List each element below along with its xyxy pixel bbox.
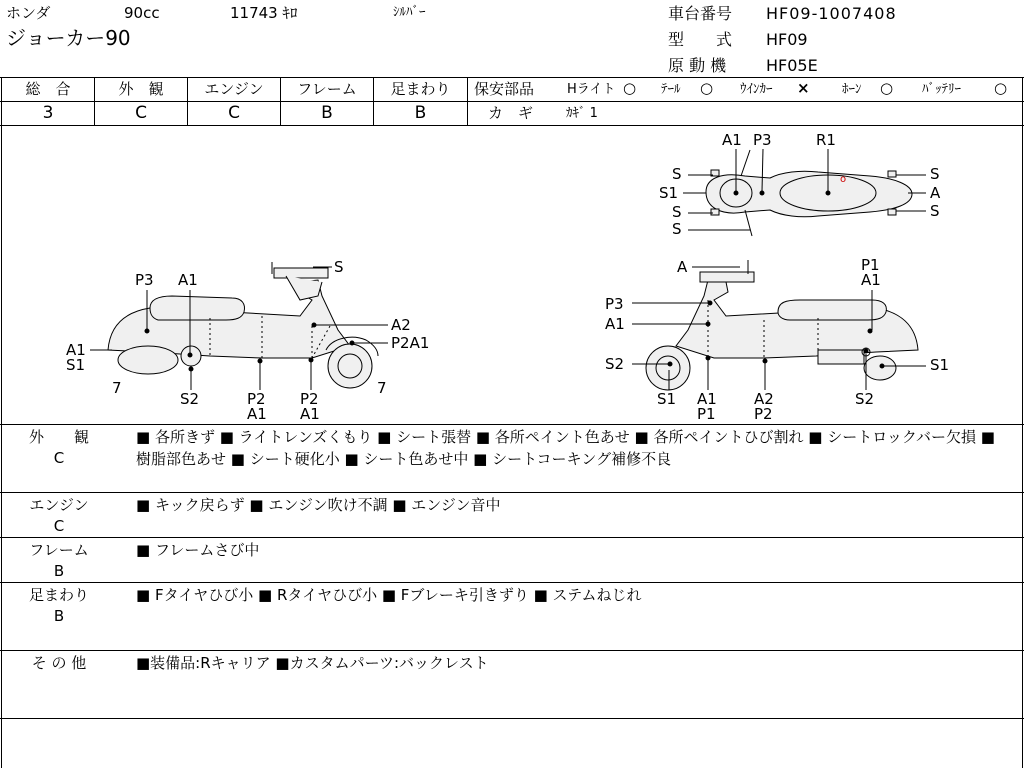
diagram-label: S1 [930,356,950,374]
diagram-label: P2 [247,390,266,408]
safety-mark-horn: ○ [880,79,894,97]
engine-value: HF05E [766,56,818,75]
diagram-label: A1 [300,405,320,423]
remark-label-suspension: 足まわり [28,586,89,604]
remark-label-other: そ の 他 [31,654,87,672]
diagram-label: S1 [657,390,677,408]
safety-mark-battery: ○ [994,79,1008,97]
diagram-label: S [672,203,682,221]
diagram-label: P3 [135,271,154,289]
diagram-label: P2 [754,405,773,423]
diagram-label: R1 [816,131,836,149]
grade-header-suspension: 足まわり [390,80,451,98]
diagram-label: S [672,220,682,238]
divider [0,582,1024,583]
diagram-label: S [930,165,940,183]
key-value: ｶｷﾞ 1 [566,106,598,121]
safety-label: 保安部品 [474,80,535,98]
diagram-label: A2 [754,390,774,408]
diagram-label: P1 [861,256,880,274]
diagram-label: A2 [391,316,411,334]
color: ｼﾙﾊﾞｰ [393,5,426,20]
diagram-label: P3 [753,131,772,149]
remark-text-engine: ■ キック戻らず ■ エンジン吹け不調 ■ エンジン音中 [136,496,501,514]
grade-header-overall: 総 合 [25,80,71,98]
remark-text-suspension: ■ Fタイヤひび小 ■ Rタイヤひび小 ■ Fブレーキ引きずり ■ ステムねじれ [136,586,642,604]
diagram-label: 7 [377,379,387,397]
divider [0,77,1024,78]
remark-label-exterior: 外 観 [28,428,89,446]
remark-text-other: ■装備品:Rキャリア ■カスタムパーツ:バックレスト [136,654,489,672]
type-label: 型 式 [668,30,733,49]
engine-label: 原 動 機 [668,56,727,75]
divider [0,424,1024,425]
frame-no-label: 車台番号 [668,4,733,23]
diagram-label: A1 [861,271,881,289]
diagram-label: A [677,258,688,276]
divider [0,718,1024,719]
diagram-label: P2A1 [391,334,430,352]
maker: ホンダ [6,4,51,22]
svg-text:o: o [840,174,847,185]
grade-value-frame: B [321,103,333,123]
diagram-label: S [672,165,682,183]
remark-grade-suspension: B [53,607,65,625]
grade-value-suspension: B [414,103,427,123]
model-name: ジョーカー90 [6,26,131,50]
grade-value-engine: C [228,103,240,123]
safety-mark-tail: ○ [700,79,714,97]
safety-item-tail: ﾃｰﾙ [661,82,681,97]
grade-value-overall: 3 [42,103,54,123]
diagram-label: 7 [112,379,122,397]
diagram-label: P1 [697,405,716,423]
grade-value-exterior: C [135,103,147,123]
diagram-label: S [334,258,344,276]
safety-item-battery: ﾊﾞｯﾃﾘｰ [922,82,961,97]
safety-mark-headlight: ○ [623,79,637,97]
diagram-label: A1 [66,341,86,359]
remark-grade-frame: B [53,562,65,580]
diagram-label: P3 [605,295,624,313]
diagram-label: P2 [300,390,319,408]
diagram-label: S1 [659,184,679,202]
grade-header-frame: フレーム [297,80,357,98]
remark-label-frame: フレーム [29,541,89,559]
diagram-label: A1 [605,315,625,333]
safety-item-horn: ﾎｰﾝ [842,82,862,97]
mileage: 11743 ｷﾛ [230,4,298,22]
remark-grade-engine: C [53,517,65,535]
grade-header-engine: エンジン [204,80,264,98]
divider [0,650,1024,651]
diagram-label: A1 [178,271,198,289]
divider [0,101,467,102]
divider [0,492,1024,493]
divider [467,77,468,125]
remark-label-engine: エンジン [29,496,89,514]
diagram-label: A1 [697,390,717,408]
safety-mark-winker: × [797,79,810,97]
diagram-label: S2 [180,390,200,408]
divider [0,537,1024,538]
remark-text-exterior: ■ 各所きず ■ ライトレンズくもり ■ シート張替 ■ 各所ペイント色あせ ■ 各所ペイントひび割れ ■ シートロックバー欠損 ■ 樹脂部色あせ ■ シート硬化小 ■ シート色あせ中 ■ シートコーキング補修不良 [136,428,995,468]
safety-item-winker: ｳｲﾝｶｰ [740,82,773,97]
diagram-label: A1 [247,405,267,423]
grade-header-exterior: 外 観 [118,80,164,98]
safety-item-headlight: Hライト [567,82,616,97]
divider [467,101,1024,102]
diagram-label: A1 [722,131,742,149]
key-label: カ ギ [488,104,534,122]
displacement: 90cc [124,4,160,22]
top-view-scooter [706,150,912,236]
diagram-label: A [930,184,941,202]
diagram-label: S2 [855,390,875,408]
diagram-label: S2 [605,355,625,373]
remark-grade-exterior: C [53,449,65,467]
type-value: HF09 [766,30,808,49]
diagram-label: S [930,202,940,220]
diagram-label: S1 [66,356,86,374]
remark-text-frame: ■ フレームさび中 [136,541,260,559]
frame-no: HF09-1007408 [766,4,897,23]
